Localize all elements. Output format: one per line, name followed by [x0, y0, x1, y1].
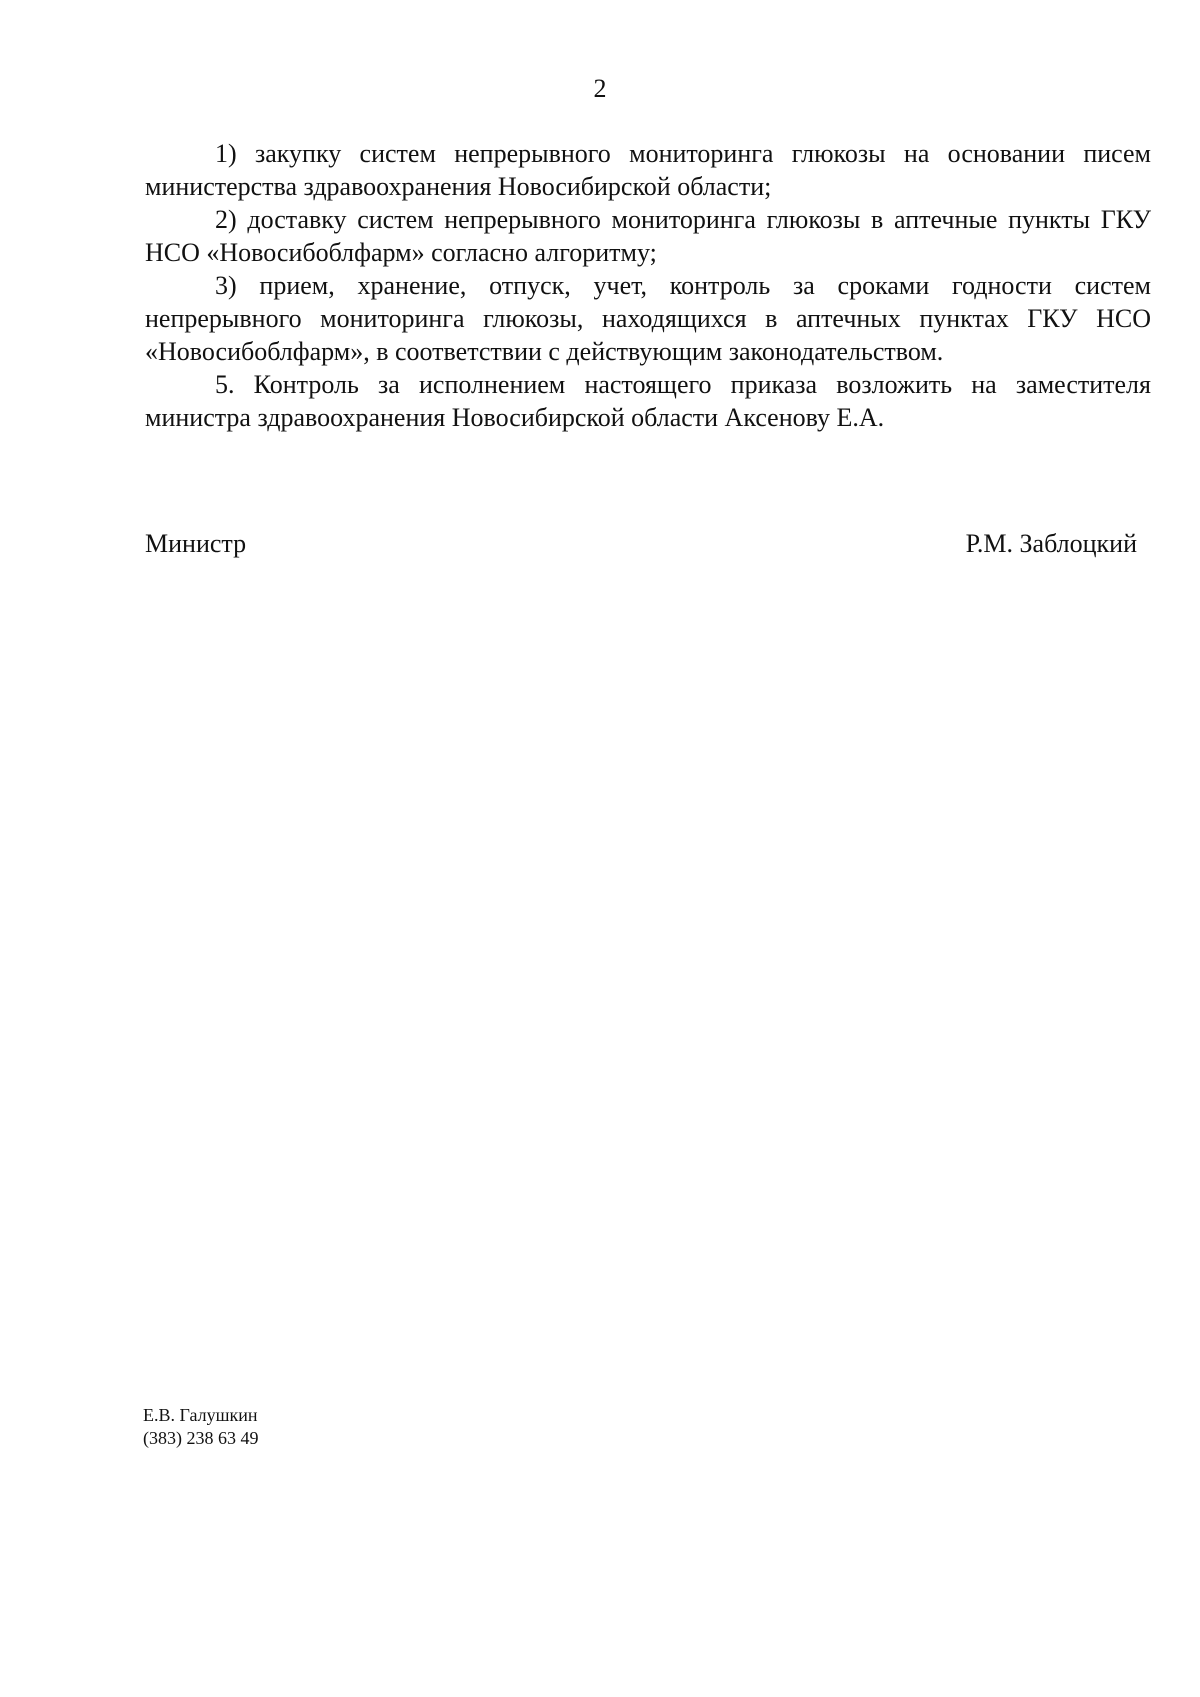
executor-phone: (383) 238 63 49	[143, 1428, 259, 1448]
executor-name: Е.В. Галушкин	[143, 1405, 258, 1425]
signature-block	[145, 527, 1137, 560]
paragraph-item-1: 1) закупку систем непрерывного мониторинга глюкозы на основании писем министерства здравоохранения Новосибирской области;	[145, 139, 1151, 201]
paragraph-item-2: 2) доставку систем непрерывного мониторинга глюкозы в аптечные пункты ГКУ НСО «Новосибоблфарм» согласно алгоритму;	[145, 205, 1151, 267]
executor-info	[143, 1404, 259, 1450]
document-body	[145, 137, 1151, 434]
signatory-position: Министр	[145, 529, 247, 558]
paragraph-item-3: 3) прием, хранение, отпуск, учет, контроль за сроками годности систем непрерывного мониторинга глюкозы, находящихся в аптечных пунктах ГКУ НСО «Новосибоблфарм», в соответствии с действующим законодательством.	[145, 271, 1151, 366]
paragraph-item-5: 5. Контроль за исполнением настоящего приказа возложить на заместителя министра здравоохранения Новосибирской области Аксенову Е.А.	[145, 370, 1151, 432]
signatory-name: Р.М. Заблоцкий	[965, 529, 1137, 558]
page-number: 2	[593, 74, 607, 103]
